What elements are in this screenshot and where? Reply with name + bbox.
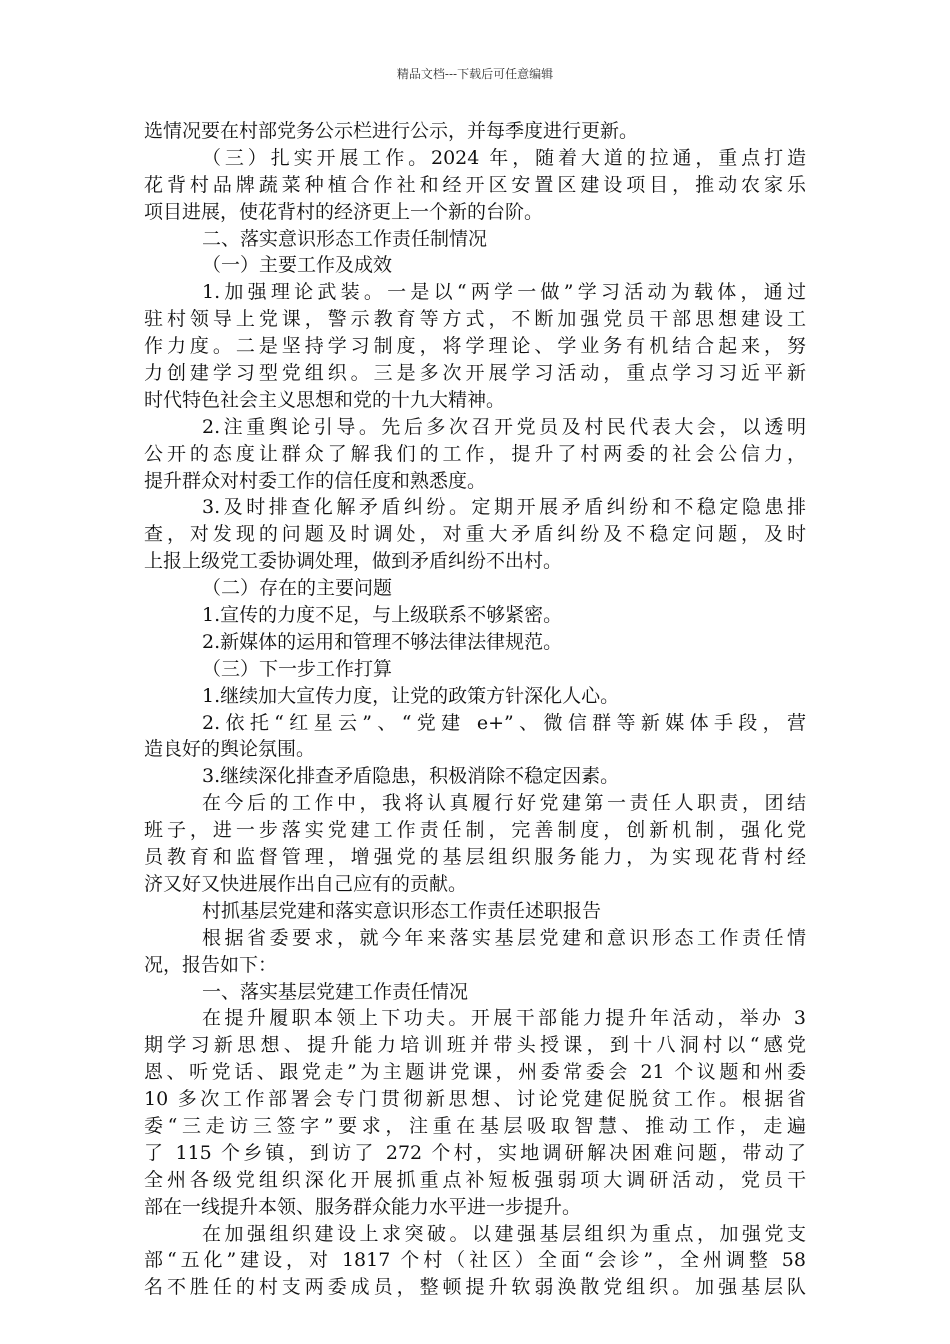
- text-line: 1.继续加大宣传力度，让党的政策方针深化人心。: [202, 684, 620, 707]
- text-line: 恩、听党话、跟党走”为主题讲党课，州委常委会 21 个议题和州委: [144, 1061, 806, 1084]
- text-line: 1.宣传的力度不足，与上级联系不够紧密。: [202, 604, 563, 627]
- text-line: 选情况要在村部党务公示栏进行公示，并每季度进行更新。: [144, 120, 639, 142]
- text-line: 在提升履职本领上下功夫。开展干部能力提升年活动，举办 3: [202, 1007, 806, 1030]
- text-line: 济又好又快进展作出自己应有的贡献。: [144, 872, 468, 895]
- text-line: 10 多次工作部署会专门贯彻新思想、讨论党建促脱贫工作。根据省: [144, 1088, 806, 1111]
- text-line: （三）扎实开展工作。2024 年，随着大道的拉通，重点打造: [202, 146, 806, 169]
- text-line: 上报上级党工委协调处理，做到矛盾纠纷不出村。: [144, 550, 563, 573]
- text-line: 部在一线提升本领、服务群众能力水平进一步提升。: [144, 1195, 582, 1218]
- text-line: 全州各级党组织深化开展抓重点补短板强弱项大调研活动，党员干: [144, 1168, 806, 1191]
- text-line: 况，报告如下：: [144, 953, 278, 976]
- text-line: 二、落实意识形态工作责任制情况: [202, 227, 488, 250]
- text-line: 时代特色社会主义思想和党的十九大精神。: [144, 388, 506, 411]
- text-line: 3.继续深化排查矛盾隐患，积极消除不稳定因素。: [202, 765, 620, 788]
- text-line: 3.及时排查化解矛盾纠纷。定期开展矛盾纠纷和不稳定隐患排: [202, 496, 806, 519]
- text-line: 了 115 个乡镇，到访了 272 个村，实地调研解决困难问题，带动了: [144, 1141, 806, 1164]
- text-line: 班子，进一步落实党建工作责任制，完善制度，创新机制，强化党: [144, 819, 806, 842]
- text-line: （二）存在的主要问题: [202, 577, 393, 600]
- document-body: [144, 118, 806, 1301]
- text-line: 在加强组织建设上求突破。以建强基层组织为重点，加强党支: [202, 1222, 806, 1245]
- text-line: （一）主要工作及成效: [202, 254, 393, 277]
- text-line: 力创建学习型党组织。三是多次开展学习活动，重点学习习近平新: [144, 362, 806, 385]
- text-line: 一、落实基层党建工作责任情况: [202, 980, 469, 1003]
- text-line: 造良好的舆论氛围。: [144, 738, 316, 761]
- text-line: 公开的态度让群众了解我们的工作，提升了村两委的社会公信力，: [144, 442, 806, 465]
- text-line: （三）下一步工作打算: [202, 657, 393, 680]
- text-line: 在今后的工作中，我将认真履行好党建第一责任人职责，团结: [202, 792, 806, 815]
- text-line: 2.依托“红星云”、“党建 e+”、微信群等新媒体手段，营: [202, 711, 806, 734]
- text-line: 村抓基层党建和落实意识形态工作责任述职报告: [202, 899, 602, 922]
- text-line: 提升群众对村委工作的信任度和熟悉度。: [144, 469, 487, 492]
- text-line: 部“五化”建设，对 1817 个村（社区）全面“会诊”，全州调整 58: [144, 1249, 806, 1272]
- text-line: 期学习新思想、提升能力培训班并带头授课，到十八洞村以“感党: [144, 1034, 806, 1057]
- text-line: 作力度。二是坚持学习制度，将学理论、学业务有机结合起来，努: [144, 335, 806, 358]
- text-line: 2.注重舆论引导。先后多次召开党员及村民代表大会，以透明: [202, 415, 806, 438]
- text-line: 1.加强理论武装。一是以“两学一做”学习活动为载体，通过: [202, 281, 806, 304]
- text-line: 花背村品牌蔬菜种植合作社和经开区安置区建设项目，推动农家乐: [144, 173, 806, 196]
- page-header: 精品文档---下载后可任意编辑: [396, 67, 554, 81]
- text-line: 委“三走访三签字”要求，注重在基层吸取智慧、推动工作，走遍: [144, 1114, 806, 1137]
- text-line: 驻村领导上党课，警示教育等方式，不断加强党员干部思想建设工: [144, 308, 806, 331]
- text-line: 查，对发现的问题及时调处，对重大矛盾纠纷及不稳定问题，及时: [144, 523, 806, 546]
- text-line: 2.新媒体的运用和管理不够法律法律规范。: [202, 630, 563, 653]
- text-line: 员教育和监督管理，增强党的基层组织服务能力，为实现花背村经: [144, 846, 806, 869]
- text-line: 根据省委要求，就今年来落实基层党建和意识形态工作责任情: [202, 926, 806, 949]
- text-line: 项目进展，使花背村的经济更上一个新的台阶。: [144, 200, 544, 223]
- text-line: 名不胜任的村支两委成员，整顿提升软弱涣散党组织。加强基层队: [144, 1276, 806, 1299]
